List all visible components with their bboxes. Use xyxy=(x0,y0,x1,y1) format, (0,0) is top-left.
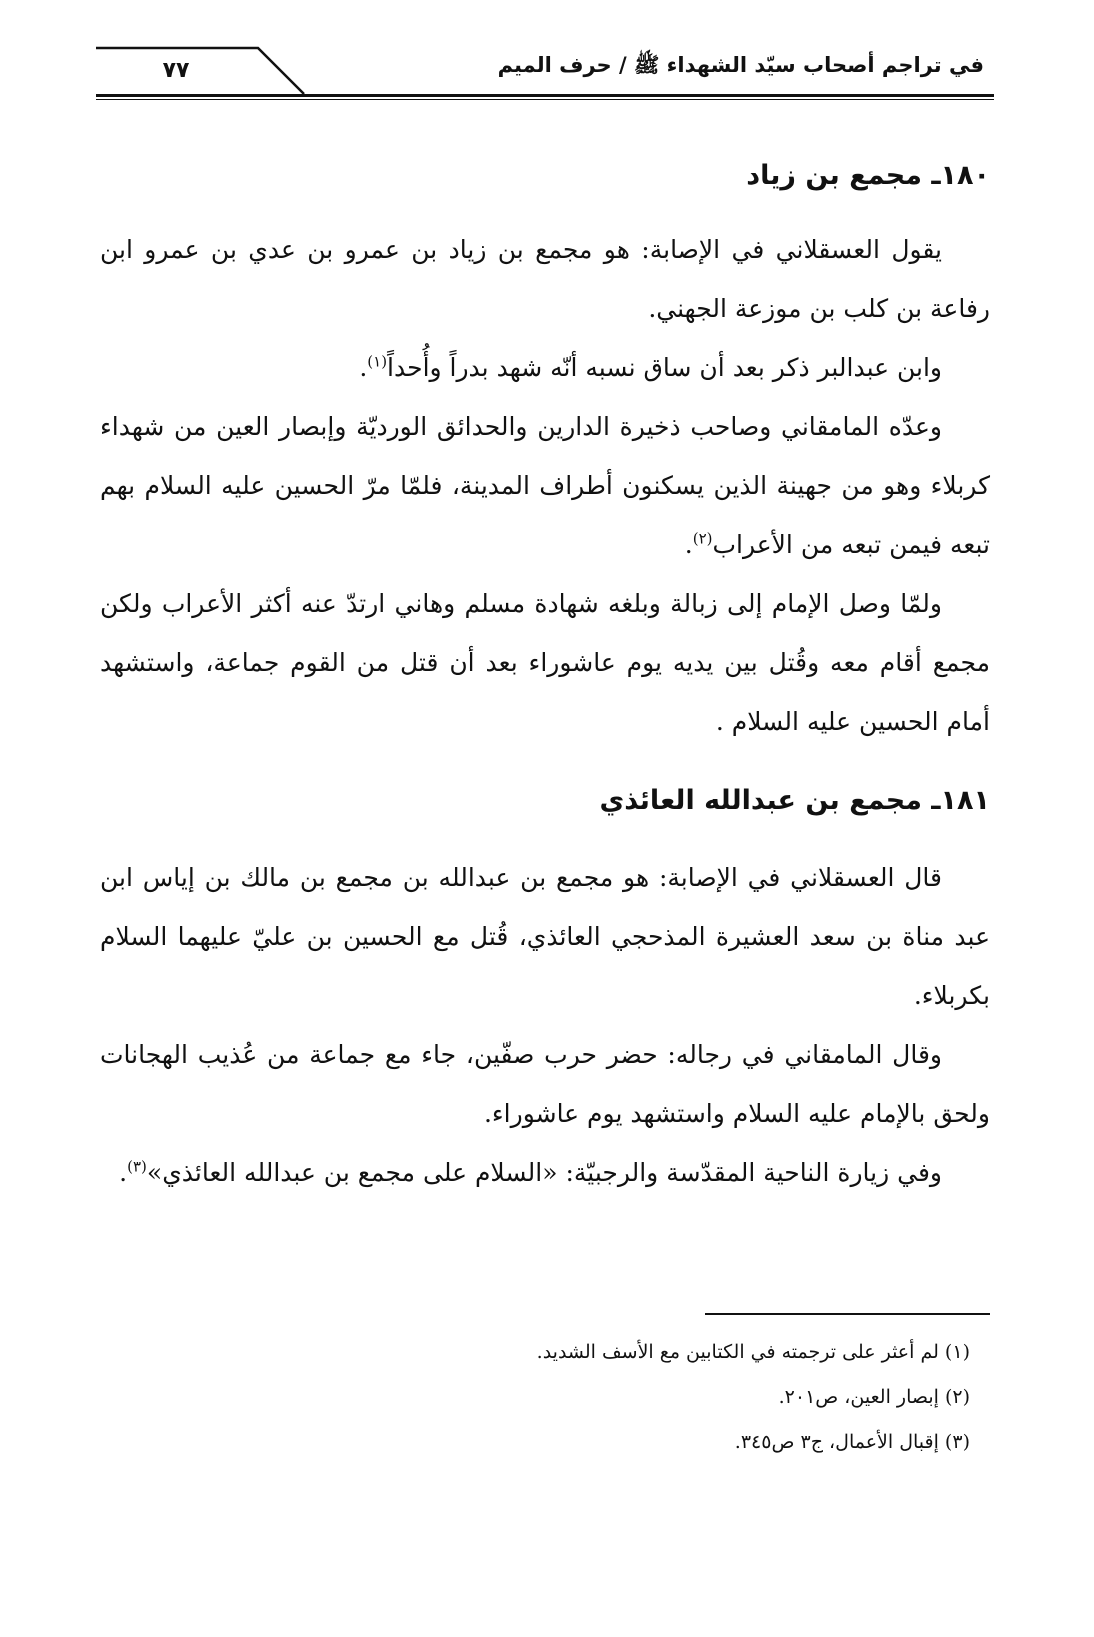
running-title: في تراجم أصحاب سيّد الشهداء ﷺ / حرف الميم xyxy=(497,53,984,77)
paragraph: وعدّه المامقاني وصاحب ذخيرة الدارين والحدائق الورديّة وإبصار العين من شهداء كربلاء وهو من جهينة الذين يسكنون أطراف المدينة، فلمّا مرّ الحسين عليه السلام بهم تبعه فيمن تبعه من الأعراب$^{(٢)}$. xyxy=(100,412,990,559)
paragraph-text: وابن عبدالبر ذكر بعد أن ساق نسبه أنّه شهد بدراً وأُحداً xyxy=(387,353,942,382)
page-number: ٧٧ xyxy=(162,58,190,83)
entry-180 xyxy=(100,160,990,191)
paragraph: قال العسقلاني في الإصابة: هو مجمع بن عبدالله بن مجمع بن مالك بن إياس ابن عبد مناة بن سعد العشيرة المذحجي العائذي، قُتل مع الحسين بن عليّ عليهما السلام بكربلاء. xyxy=(100,863,990,1010)
running-header xyxy=(96,40,994,110)
footnote-marker: (٢) xyxy=(692,529,713,548)
paragraph-text: وفي زيارة الناحية المقدّسة والرجبيّة: «السلام على مجمع بن عبدالله العائذي» xyxy=(146,1158,942,1187)
header-rule-thin xyxy=(96,99,994,100)
page-number-tab xyxy=(96,40,306,96)
paragraph: وابن عبدالبر ذكر بعد أن ساق نسبه أنّه شهد بدراً وأُحداً$^{(١)}$. xyxy=(359,352,942,382)
header-rule xyxy=(96,94,994,97)
footnote-marker: (٣) xyxy=(127,1157,147,1176)
footnote-rule xyxy=(705,1313,990,1315)
footnote-marker: (١) xyxy=(367,352,388,371)
entry-heading: ١٨٠ـ مجمع بن زياد xyxy=(746,160,990,191)
paragraph: وفي زيارة الناحية المقدّسة والرجبيّة: «السلام على مجمع بن عبدالله العائذي»$^{(٣)}$. xyxy=(119,1157,942,1187)
entry-181 xyxy=(100,785,990,816)
footnotes xyxy=(100,1330,970,1465)
entry-180-body xyxy=(100,220,990,751)
entry-181-body xyxy=(100,848,990,1202)
paragraph: وقال المامقاني في رجاله: حضر حرب صفّين، جاء مع جماعة من عُذيب الهجانات ولحق بالإمام عليه السلام واستشهد يوم عاشوراء. xyxy=(100,1040,990,1128)
entry-heading: ١٨١ـ مجمع بن عبدالله العائذي xyxy=(599,785,990,816)
paragraph: يقول العسقلاني في الإصابة: هو مجمع بن زياد بن عمرو بن عدي بن عمرو ابن رفاعة بن كلب بن موزعة الجهني. xyxy=(100,235,990,323)
footnote: (٢) إبصار العين، ص٢٠١. xyxy=(778,1386,970,1408)
paragraph-text: وعدّه المامقاني وصاحب ذخيرة الدارين والحدائق الورديّة وإبصار العين من شهداء كربلاء وهو من جهينة الذين يسكنون أطراف المدينة، فلمّا مرّ الحسين عليه السلام بهم تبعه فيمن تبعه من الأعراب xyxy=(100,412,990,559)
footnote: (٣) إقبال الأعمال، ج٣ ص٣٤٥. xyxy=(734,1431,970,1453)
footnote: (١) لم أعثر على ترجمته في الكتابين مع الأسف الشديد. xyxy=(536,1341,970,1363)
paragraph: ولمّا وصل الإمام إلى زبالة وبلغه شهادة مسلم وهاني ارتدّ عنه أكثر الأعراب ولكن مجمع أقام معه وقُتل بين يديه يوم عاشوراء بعد أن قتل من القوم جماعة، واستشهد أمام الحسين عليه السلام . xyxy=(100,589,990,736)
